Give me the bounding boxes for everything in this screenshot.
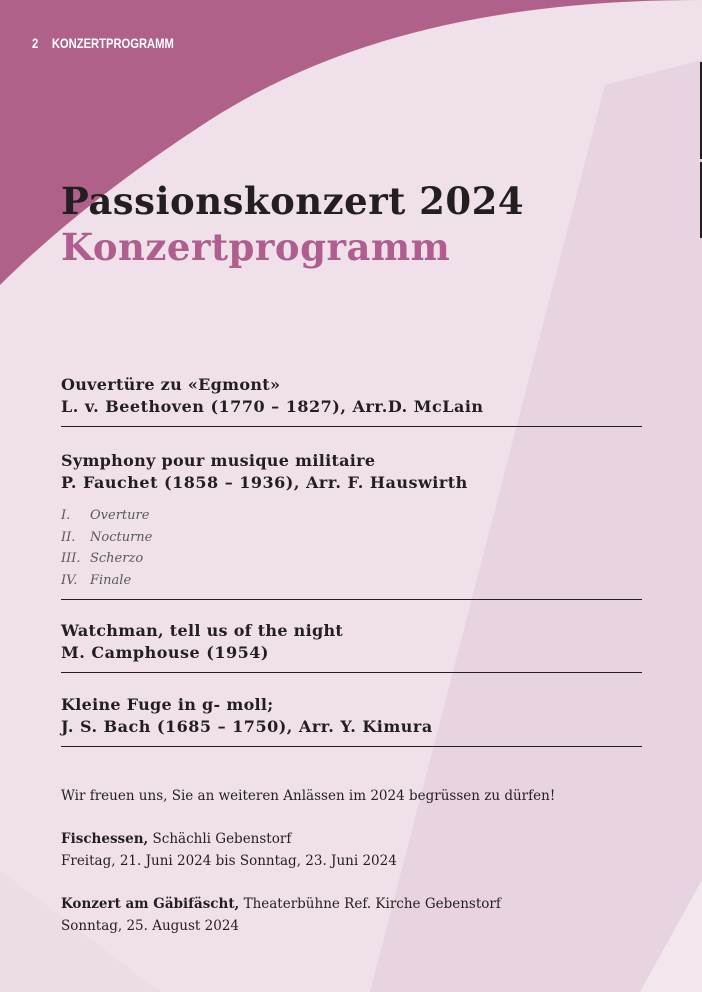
movement-item: I. Overture	[61, 508, 150, 523]
piece-composer: P. Fauchet (1858 – 1936), Arr. F. Hauswirth	[61, 473, 468, 492]
page-number: 2	[32, 35, 39, 51]
movement-item: II. Nocturne	[61, 529, 153, 545]
event-item	[61, 893, 661, 937]
piece-composer: L. v. Beethoven (1770 – 1827), Arr.D. McLain	[61, 397, 484, 416]
event-name: Fischessen,	[61, 831, 149, 847]
event-item	[61, 828, 661, 872]
page-title	[61, 178, 524, 270]
program-piece	[61, 374, 642, 427]
event-date: Freitag, 21. Juni 2024 bis Sonntag, 23. Juni 2024	[61, 853, 397, 869]
program-list	[61, 374, 642, 747]
section-label: KONZERTPROGRAMM	[51, 35, 174, 51]
program-piece	[61, 620, 642, 673]
page-header	[32, 35, 174, 51]
movement-item: III. Scherzo	[61, 551, 144, 567]
events-section	[61, 785, 661, 937]
event-venue: Schächli Gebenstorf	[152, 831, 292, 847]
event-date: Sonntag, 25. August 2024	[61, 918, 240, 934]
movement-item: IV. Finale	[61, 573, 132, 589]
program-piece	[61, 450, 642, 600]
piece-composer: J. S. Bach (1685 – 1750), Arr. Y. Kimura	[61, 716, 433, 736]
event-name: Konzert am Gäbifäscht,	[61, 896, 240, 912]
piece-composer: M. Camphouse (1954)	[61, 642, 269, 662]
event-venue: Theaterbühne Ref. Kirche Gebenstorf	[243, 896, 501, 912]
piece-title: Kleine Fuge in g- moll;	[61, 694, 274, 714]
program-piece	[61, 694, 642, 747]
piece-title: Watchman, tell us of the night	[61, 620, 344, 640]
events-intro: Wir freuen uns, Sie an weiteren Anlässen im 2024 begrüssen zu dürfen!	[61, 788, 556, 804]
piece-title: Symphony pour musique militaire	[61, 451, 376, 470]
movement-list	[61, 505, 642, 592]
title-main: Passionskonzert 2024	[61, 179, 525, 223]
title-sub: Konzertprogramm	[61, 225, 451, 269]
piece-title: Ouvertüre zu «Egmont»	[61, 375, 281, 394]
